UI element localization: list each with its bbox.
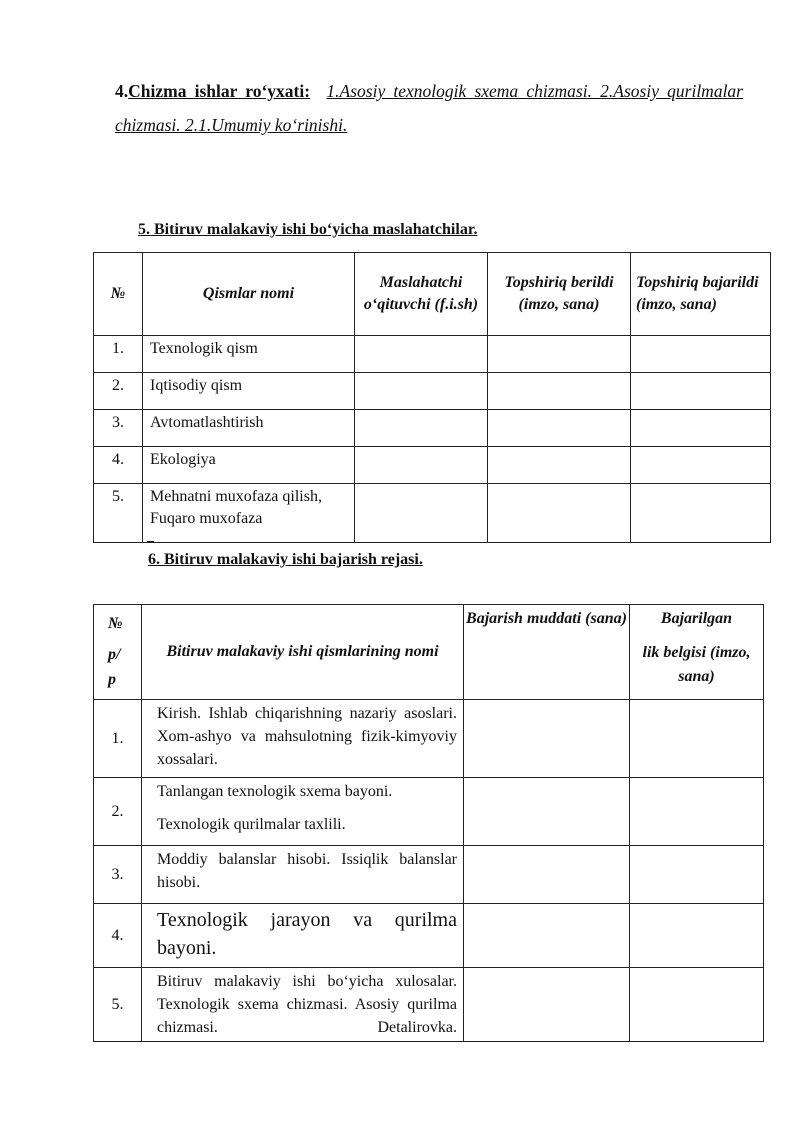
deadline-cell bbox=[464, 778, 630, 846]
task-given-cell bbox=[488, 484, 631, 543]
deadline-cell bbox=[464, 700, 630, 778]
stray-mark bbox=[147, 541, 154, 542]
task-given-cell bbox=[488, 447, 631, 484]
header-task-given: Topshiriq berildi (imzo, sana) bbox=[488, 253, 631, 336]
table-row bbox=[94, 410, 771, 447]
row-part-name: Ekologiya bbox=[143, 447, 355, 484]
row-part-name: Texnologik qism bbox=[143, 336, 355, 373]
task-completed-cell bbox=[631, 447, 771, 484]
consultants-table-header bbox=[94, 253, 771, 336]
row-number: 1. bbox=[94, 336, 143, 373]
table-row bbox=[94, 778, 764, 846]
section-4-heading: Chizma ishlar ro‘yxati: bbox=[128, 81, 311, 101]
row-number: 2. bbox=[94, 373, 143, 410]
header-number: № p/ p bbox=[94, 605, 142, 700]
completion-mark-cell bbox=[630, 904, 764, 968]
completion-mark-cell bbox=[630, 968, 764, 1042]
table-row bbox=[94, 447, 771, 484]
row-number: 1. bbox=[94, 700, 142, 778]
row-part-name: Avtomatlashtirish bbox=[143, 410, 355, 447]
row-part-name: Moddiy balanslar hisobi. Issiqlik balanslar hisobi. bbox=[142, 846, 464, 904]
header-part-name: Bitiruv malakaviy ishi qismlarining nomi bbox=[142, 605, 464, 700]
section-6-title bbox=[148, 551, 423, 569]
row-number: 2. bbox=[94, 778, 142, 846]
consultant-cell bbox=[355, 447, 488, 484]
section-4-number: 4. bbox=[115, 81, 129, 101]
deadline-cell bbox=[464, 904, 630, 968]
task-given-cell bbox=[488, 373, 631, 410]
row-part-name: Tanlangan texnologik sxema bayoni. Texnologik qurilmalar taxlili. bbox=[142, 778, 464, 846]
header-deadline: Bajarish muddati (sana) bbox=[464, 605, 630, 700]
completion-mark-cell bbox=[630, 846, 764, 904]
work-plan-table bbox=[93, 604, 764, 1042]
row-number: 4. bbox=[94, 904, 142, 968]
table-row bbox=[94, 336, 771, 373]
table-row bbox=[94, 373, 771, 410]
row-part-name: Mehnatni muxofaza qilish, Fuqaro muxofaza bbox=[143, 484, 355, 543]
section-6-number: 6. bbox=[148, 551, 160, 568]
row-number: 5. bbox=[94, 968, 142, 1042]
consultant-cell bbox=[355, 336, 488, 373]
header-completion-mark: Bajarilgan lik belgisi (imzo, sana) bbox=[630, 605, 764, 700]
header-number: № bbox=[94, 253, 143, 336]
completion-mark-cell bbox=[630, 778, 764, 846]
work-plan-table-header bbox=[94, 605, 764, 700]
header-part-name: Qismlar nomi bbox=[143, 253, 355, 336]
header-consultant: Maslahatchi o‘qituvchi (f.i.sh) bbox=[355, 253, 488, 336]
table-row bbox=[94, 846, 764, 904]
row-part-name: Kirish. Ishlab chiqarishning nazariy asoslari. Xom-ashyo va mahsulotning fizik-kimyoviy xossalari. bbox=[142, 700, 464, 778]
task-given-cell bbox=[488, 336, 631, 373]
row-number: 3. bbox=[94, 410, 143, 447]
consultant-cell bbox=[355, 484, 488, 543]
row-number: 3. bbox=[94, 846, 142, 904]
section-6-title-text: Bitiruv malakaviy ishi bajarish rejasi. bbox=[164, 551, 423, 568]
row-part-name: Bitiruv malakaviy ishi bo‘yicha xulosalar. Texnologik sxema chizmasi. Asosiy qurilma chizmasi. Detalirovka. bbox=[142, 968, 464, 1042]
task-completed-cell bbox=[631, 410, 771, 447]
table-row bbox=[94, 904, 764, 968]
section-4-drawings-list bbox=[115, 74, 743, 142]
task-given-cell bbox=[488, 410, 631, 447]
deadline-cell bbox=[464, 846, 630, 904]
consultant-cell bbox=[355, 373, 488, 410]
deadline-cell bbox=[464, 968, 630, 1042]
task-completed-cell bbox=[631, 373, 771, 410]
row-part-name: Iqtisodiy qism bbox=[143, 373, 355, 410]
table-row bbox=[94, 700, 764, 778]
task-completed-cell bbox=[631, 336, 771, 373]
task-completed-cell bbox=[631, 484, 771, 543]
consultants-table bbox=[93, 252, 771, 543]
row-number: 4. bbox=[94, 447, 143, 484]
header-task-completed: Topshiriq bajarildi (imzo, sana) bbox=[631, 253, 771, 336]
row-part-name: Texnologik jarayon va qurilma bayoni. bbox=[142, 904, 464, 968]
table-row bbox=[94, 484, 771, 543]
completion-mark-cell bbox=[630, 700, 764, 778]
table-row bbox=[94, 968, 764, 1042]
row-number: 5. bbox=[94, 484, 143, 543]
section-5-title: 5. Bitiruv malakaviy ishi bo‘yicha maslahatchilar. bbox=[138, 221, 478, 238]
section-4-drawings-text: 1.Asosiy texnologik sxema chizmasi. 2.Asosiy qurilmalar chizmasi. 2.1.Umumiy ko‘rinishi. bbox=[115, 81, 743, 135]
consultant-cell bbox=[355, 410, 488, 447]
